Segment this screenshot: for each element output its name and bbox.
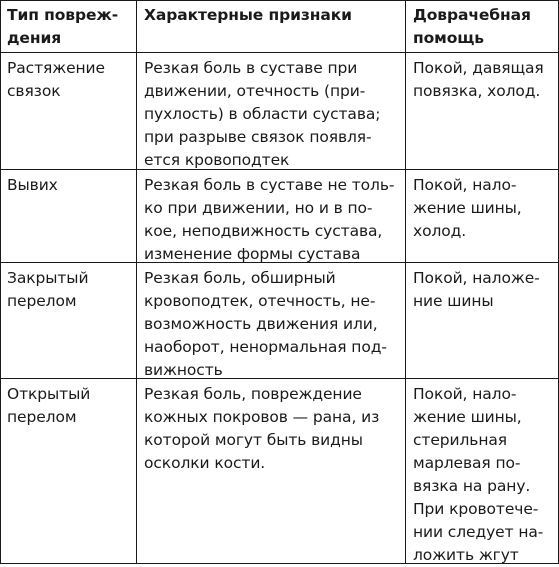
header-first-aid: Доврачебная помощь: [413, 6, 531, 47]
row-injury-type: Растяжение связок: [7, 59, 105, 100]
row-signs: Резкая боль в суставе при движении, отечность (при- пухлость) в области сустава; при разрыве связок появля- ется кровоподтек: [144, 59, 381, 169]
row-injury-type: Закрытый перелом: [7, 269, 89, 310]
header-injury-type: Тип повреж- дения: [7, 6, 119, 47]
row-first-aid: Покой, наложе- ние шины: [413, 269, 540, 310]
column-divider: [136, 1, 137, 563]
row-first-aid: Покой, давящая повязка, холод.: [413, 59, 544, 100]
row-first-aid: Покой, нало- жение шины, стерильная марлевая по- вязка на рану. При кровотече- нии следует на- ложить жгут: [413, 385, 544, 564]
column-divider: [405, 1, 406, 563]
row-injury-type: Открытый перелом: [7, 385, 91, 426]
row-signs: Резкая боль в суставе не толь- ко при движении, но и в по- кое, неподвижность сустава, изменение формы сустава: [144, 176, 395, 263]
row-signs: Резкая боль, обширный кровоподтек, отечность, не- возможность движения или, наоборот, ненормальная под- вижность: [144, 269, 387, 379]
header-signs: Характерные признаки: [144, 6, 352, 24]
row-signs: Резкая боль, повреждение кожных покровов — рана, из которой могут быть видны осколки кости.: [144, 385, 380, 472]
row-injury-type: Вывих: [7, 176, 58, 194]
row-first-aid: Покой, нало- жение шины, холод.: [413, 176, 522, 240]
row-divider: [1, 52, 558, 53]
